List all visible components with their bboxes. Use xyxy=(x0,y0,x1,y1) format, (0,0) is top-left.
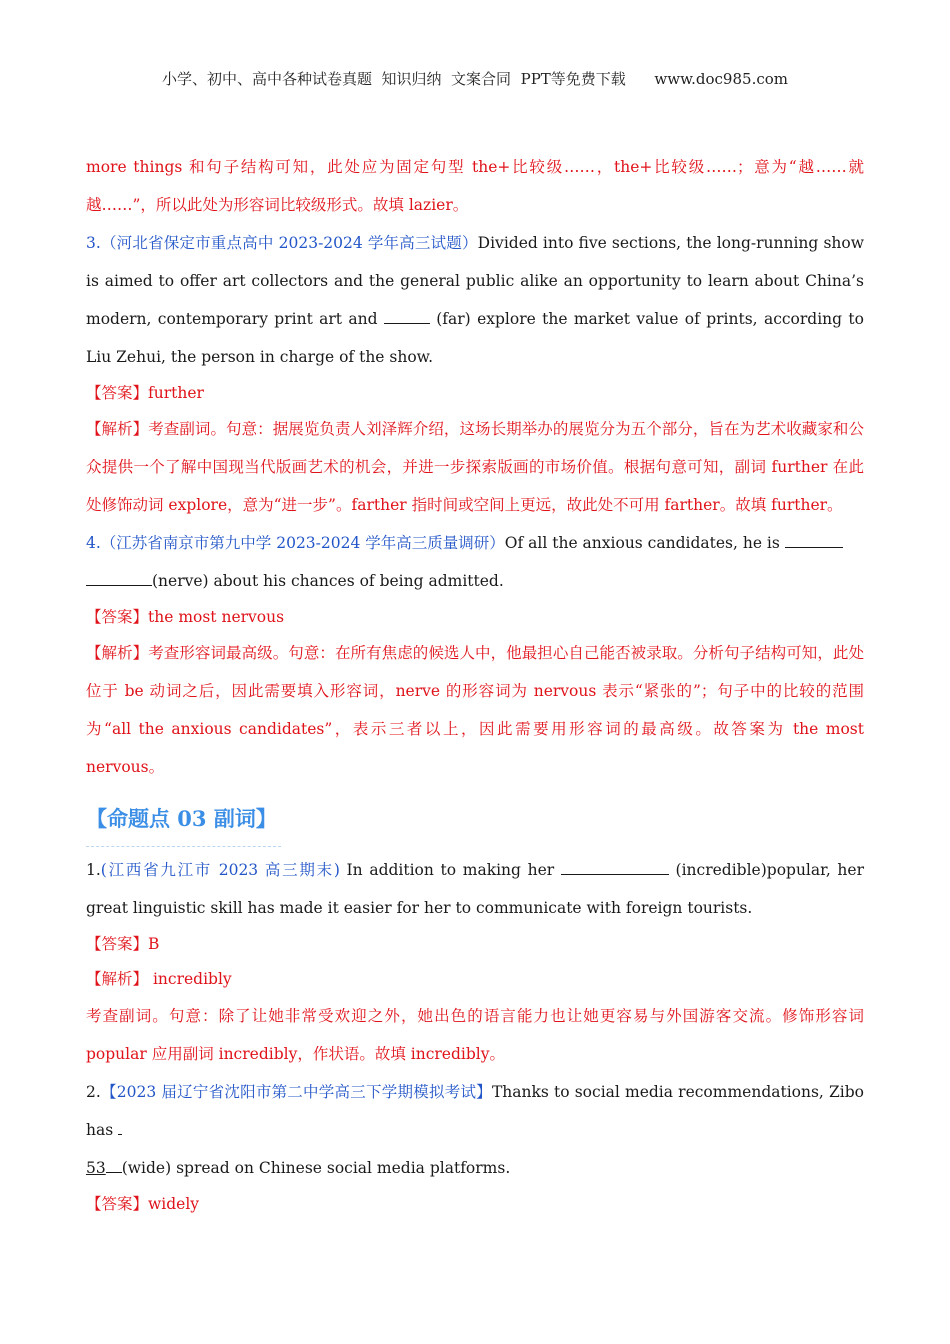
question-stem: Divided into five sections, the long-running show is aimed to offer art collectors and the general public alike an opportunity to learn about China’s modern, contemporary print art and xyxy=(86,234,864,328)
answer-blank-2 xyxy=(86,567,152,586)
question-number: 1. xyxy=(86,861,101,879)
question-source: （江苏省南京市第九中学 2023-2024 学年高三质量调研） xyxy=(100,534,505,552)
analysis-block xyxy=(86,634,864,786)
question-source: (江西省九江市 2023 高三期末) xyxy=(100,861,340,879)
answer-blank xyxy=(561,856,669,875)
analysis-text: 考查副词。句意：据展览负责人刘泽辉介绍，这场长期举办的展览分为五个部分，旨在为艺术收藏家和公众提供一个了解中国现当代版画艺术的机会，并进一步探索版画的市场价值。根据句意可知，副词 further 在此处修饰动词 explore，意为“进一步”。farther 指时间或空间上更远，故此处不可用 farther。故填 further。 xyxy=(86,420,864,514)
analysis-label: 【解析】 xyxy=(86,644,149,662)
question-stem-cont: (incredible)popular, her great linguistic skill has made it easier for her to communicate with foreign tourists. xyxy=(86,861,865,917)
answer-line xyxy=(86,376,864,410)
analysis-head-line xyxy=(86,961,864,997)
question-4 xyxy=(86,524,864,600)
blank-number: 53 xyxy=(86,1159,106,1177)
continued-analysis: more things 和句子结构可知，此处应为固定句型 the+比较级……，the+比较级……；意为“越……就越……”，所以此处为形容词比较级形式。故填 lazier。 xyxy=(86,158,864,214)
answer-blank xyxy=(118,1116,122,1135)
answer-blank xyxy=(384,305,430,324)
answer-label: 【答案】 xyxy=(86,935,149,953)
answer-label: 【答案】 xyxy=(86,1195,149,1213)
section-question-1 xyxy=(86,851,864,927)
analysis-block xyxy=(86,410,864,524)
question-stem: Thanks to social media recommendations, Zibo has xyxy=(86,1083,865,1139)
answer-line xyxy=(86,927,864,961)
section-heading: 【命题点 03 副词】 xyxy=(86,792,281,847)
question-stem-cont: (nerve) about his chances of being admitted. xyxy=(152,572,504,590)
question-3 xyxy=(86,224,864,376)
question-stem: In addition to making her xyxy=(339,861,561,879)
question-number: 2. xyxy=(86,1083,101,1101)
answer-value: further xyxy=(148,384,204,402)
answer-label: 【答案】 xyxy=(86,608,149,626)
answer-line xyxy=(86,600,864,634)
answer-value: the most nervous xyxy=(148,608,285,626)
analysis-label: 【解析】 xyxy=(86,420,149,438)
analysis-head: incredibly xyxy=(148,970,232,988)
question-number: 3. xyxy=(86,234,101,252)
question-source: （河北省保定市重点高中 2023-2024 学年高三试题） xyxy=(100,234,478,252)
section-heading-wrap xyxy=(86,792,864,847)
answer-blank xyxy=(785,529,843,548)
answer-value: B xyxy=(148,935,160,953)
answer-label: 【答案】 xyxy=(86,384,149,402)
question-stem: Of all the anxious candidates, he is xyxy=(504,534,785,552)
question-stem-cont: (far) explore the market value of prints, according to Liu Zehui, the person in charge of the show. xyxy=(86,310,864,366)
answer-line xyxy=(86,1187,864,1221)
analysis-text: 考查形容词最高级。句意：在所有焦虑的候选人中，他最担心自己能否被录取。分析句子结构可知，此处位于 be 动词之后，因此需要填入形容词，nerve 的形容词为 nervous 表示“紧张的”；句子中的比较的范围为“all the anxious candidates”，表示三者以上，因此需要用形容词的最高级。故答案为 the most nervous。 xyxy=(86,644,864,776)
analysis-text: 考查副词。句意：除了让她非常受欢迎之外，她出色的语言能力也让她更容易与外国游客交流。修饰形容词 popular 应用副词 incredibly，作状语。故填 incredibly。 xyxy=(86,1007,864,1063)
content xyxy=(86,148,864,1221)
question-stem-cont: (wide) spread on Chinese social media platforms. xyxy=(121,1159,511,1177)
question-number: 4. xyxy=(86,534,101,552)
answer-blank-tail xyxy=(106,1154,122,1173)
page-header: 小学、初中、高中各种试卷真题 知识归纳 文案合同 PPT等免费下载 www.doc985.com xyxy=(161,70,788,88)
analysis-label: 【解析】 xyxy=(86,970,149,988)
section-question-2 xyxy=(86,1073,864,1187)
question-source: 【2023 届辽宁省沈阳市第二中学高三下学期模拟考试】 xyxy=(100,1083,492,1101)
answer-value: widely xyxy=(148,1195,200,1213)
